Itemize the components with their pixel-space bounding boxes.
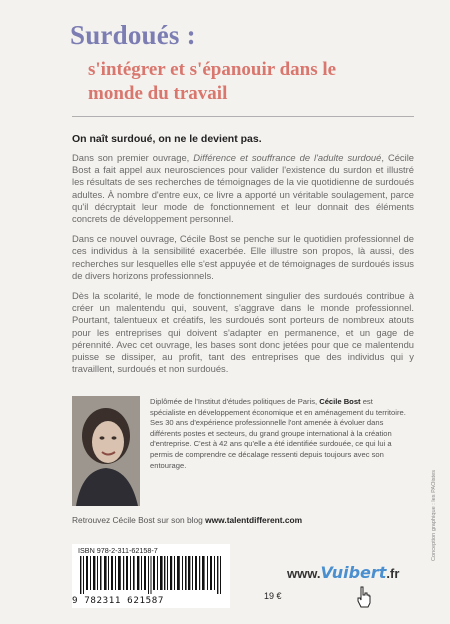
blurb-paragraph-1: Dans son premier ouvrage, Différence et souffrance de l'adulte surdoué, Cécile Bost a fait appel aux neurosciences pour valider l'existence du surdon et illustré les résultats de ses recherches de témoignages de la vie quotidienne de surdoués adultes. À nombre d'entre eux, ce livre a apporté un véritable soulagement, parce qu'il décryptait leur mode de fonctionnement et leur donnait des éléments concrets de développement personnel. <box>72 152 415 225</box>
blog-url-link[interactable]: www.talentdifferent.com <box>205 515 303 525</box>
book-subtitle: s'intégrer et s'épanouir dans le monde du travail <box>88 59 337 104</box>
lead-sentence: On naît surdoué, on ne le devient pas. <box>72 133 262 145</box>
author-photo <box>72 396 140 506</box>
book-title: Surdoués : <box>70 20 196 50</box>
blurb-paragraph-2: Dans ce nouvel ouvrage, Cécile Bost se penche sur le quotidien professionnel de ces individus à la sensibilité exacerbée. Elle illustre son propos, là aussi, des recherches sur lesquelles elle s'est appuyée et de témoignages de surdoués issus de divers horizons professionnels. <box>72 233 414 281</box>
hand-pointer-icon <box>356 586 372 608</box>
blurb-paragraph-3: Dès la scolarité, le mode de fonctionnement singulier des surdoués contribue à créer un malentendu qui, souvent, s'aggrave dans le monde professionnel. Pourtant, talentueux et créatifs, les surdoués sont porteurs de nombreux atouts pour les entreprises qui doivent s'adapter en permanence, et un gage de pérennité. Avec cet ouvrage, les bases sont donc jetées pour que ce malentendu puisse se dissiper, au profit, tant des entreprises que des individus qui y travaillent, surdoués et non surdoués. <box>72 290 414 375</box>
barcode-digits: 9 782311 621587 <box>72 595 164 606</box>
price: 19 € <box>264 591 282 601</box>
blurb <box>72 152 414 383</box>
barcode-icon <box>78 556 224 594</box>
author-blog-line: Retrouvez Cécile Bost sur son blog www.talentdifferent.com <box>72 515 303 525</box>
publisher-logo[interactable]: www. Vuibert .fr <box>287 563 400 582</box>
design-credit: Conception graphique : les PAOistes <box>431 470 437 562</box>
isbn-number: ISBN 978-2-311-62158-7 <box>78 546 158 555</box>
author-bio: Diplômée de l'Institut d'études politiques de Paris, Cécile Bost est spécialiste en développement économique et en aménagement du territoire. Ses 30 ans d'expérience professionnelle l'ont amenée à évoluer dans différents postes et secteurs, du grand groupe international à la création d'entreprise. C'est à 42 ans qu'elle a été identifiée surdouée, ce qui lui a permis de comprendre ce décalage ressenti depuis toujours avec son entourage. <box>150 397 406 470</box>
divider <box>72 116 414 117</box>
previous-book-title: Différence et souffrance de l'adulte surdoué <box>193 152 382 163</box>
author-name: Cécile Bost <box>319 397 361 406</box>
